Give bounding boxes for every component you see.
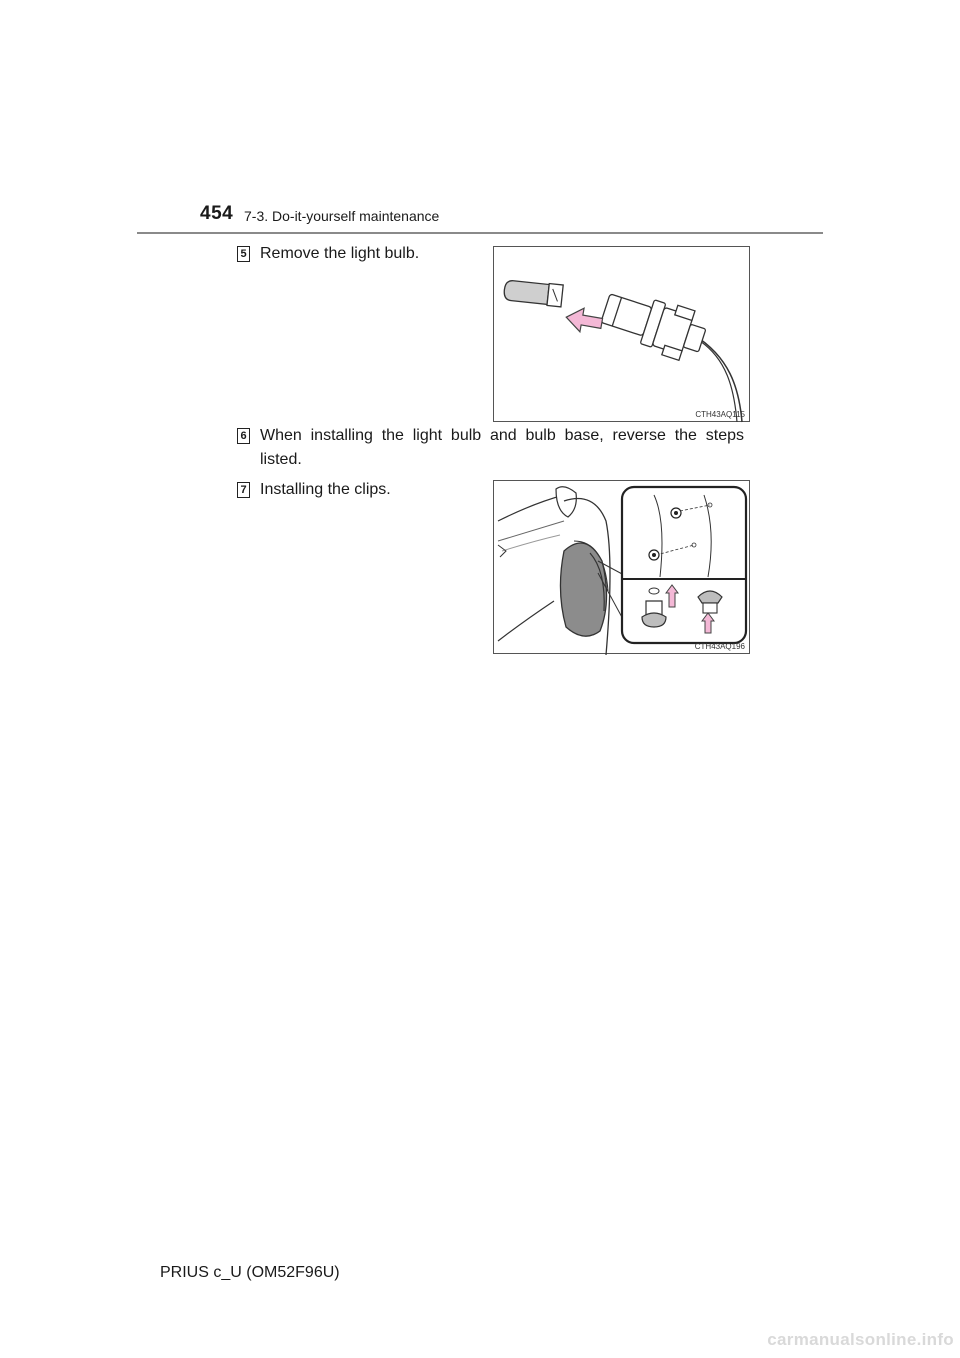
footer-model: PRIUS c_U (OM52F96U) [160, 1264, 340, 1281]
figure-clip-installation [493, 480, 750, 654]
step-badge-6: 6 [237, 428, 250, 444]
section-title: 7-3. Do-it-yourself maintenance [244, 208, 440, 224]
step-text-6: When installing the light bulb and bulb base, reverse the steps listed. [260, 427, 744, 468]
bulb-removal-illustration [494, 247, 751, 423]
figure-code: CTH43AQ115 [695, 410, 745, 419]
figure-code: CTH43AQ196 [694, 642, 745, 651]
page-number: 454 [200, 203, 234, 224]
header-rule [137, 232, 823, 234]
page-header [0, 0, 960, 240]
watermark: carmanualsonline.info [767, 1330, 954, 1349]
figure-bulb-removal [493, 246, 750, 422]
step-badge-5: 5 [237, 246, 250, 262]
step-text-5: Remove the light bulb. [260, 245, 420, 262]
arrow-icon [564, 305, 604, 335]
step-badge-7: 7 [237, 482, 250, 498]
clip-installation-illustration [494, 481, 751, 655]
step-text-7: Installing the clips. [260, 481, 391, 498]
